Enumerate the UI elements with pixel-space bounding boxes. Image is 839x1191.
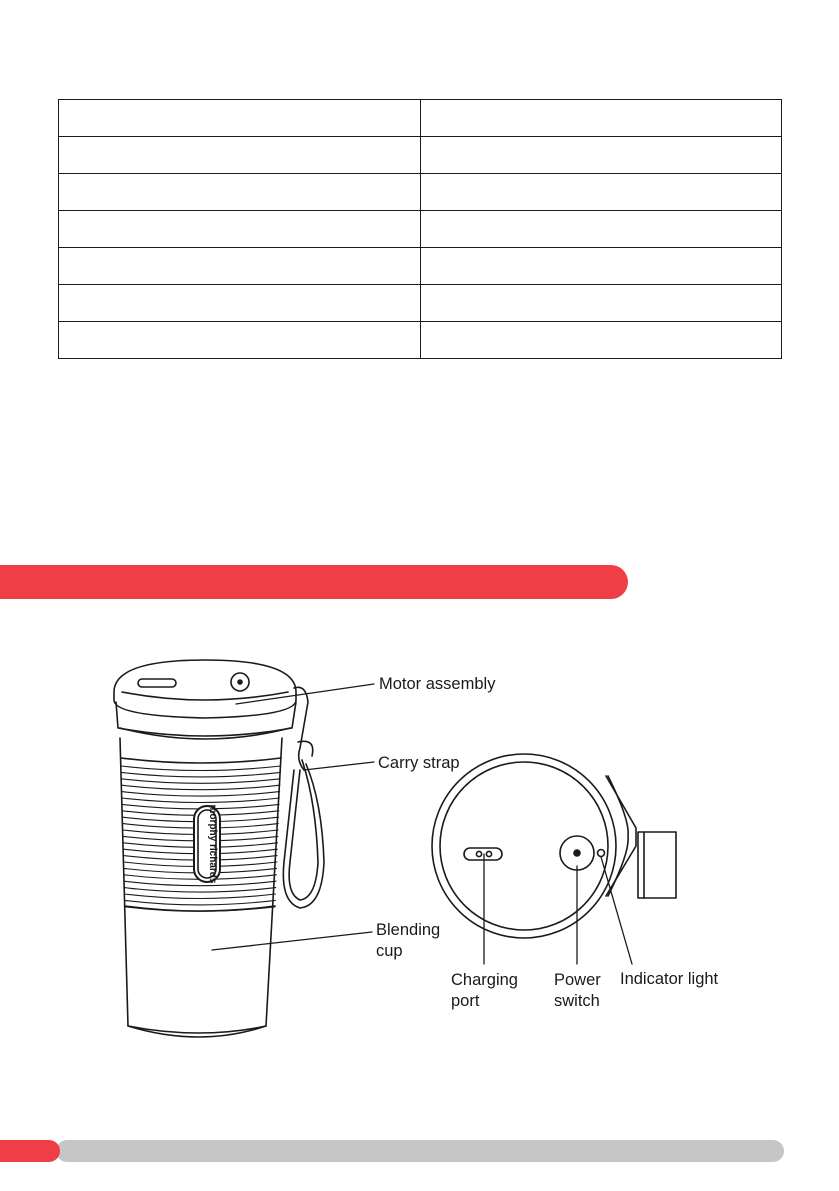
label-power-switch-2: switch bbox=[554, 992, 600, 1010]
table-row bbox=[59, 174, 782, 211]
table-row bbox=[59, 211, 782, 248]
specification-table bbox=[58, 99, 782, 359]
table-cell bbox=[420, 322, 782, 359]
table-cell bbox=[59, 211, 421, 248]
brand-logo-text: morphy richards bbox=[207, 804, 218, 884]
grip-rib bbox=[121, 772, 280, 777]
table-row bbox=[59, 248, 782, 285]
grip-rib bbox=[125, 900, 275, 905]
table-cell bbox=[420, 137, 782, 174]
footer-bar bbox=[56, 1140, 784, 1162]
table-cell bbox=[59, 322, 421, 359]
blender-side-view bbox=[114, 660, 324, 1037]
label-power-switch-1: Power bbox=[554, 971, 601, 989]
grip-rib bbox=[125, 894, 276, 899]
table-row bbox=[59, 100, 782, 137]
label-indicator-light: Indicator light bbox=[620, 970, 719, 988]
grip-rib bbox=[122, 779, 281, 784]
grip-rib bbox=[121, 766, 280, 771]
grip-rib bbox=[124, 881, 276, 886]
label-charging-port-2: port bbox=[451, 992, 480, 1010]
grip-rib bbox=[125, 888, 276, 893]
table-row bbox=[59, 285, 782, 322]
table-cell bbox=[420, 211, 782, 248]
table-cell bbox=[420, 100, 782, 137]
label-blending-cup-1: Blending bbox=[376, 921, 441, 939]
table-cell bbox=[420, 174, 782, 211]
table-cell bbox=[59, 174, 421, 211]
section-header-bar bbox=[0, 565, 628, 599]
specification-table-body bbox=[59, 100, 782, 359]
blender-top-view bbox=[432, 754, 676, 938]
grip-rib bbox=[122, 792, 280, 797]
table-cell bbox=[59, 285, 421, 322]
footer-accent-tab bbox=[0, 1140, 60, 1162]
table-row bbox=[59, 137, 782, 174]
grip-rib bbox=[122, 785, 280, 790]
product-diagram bbox=[0, 630, 839, 1060]
table-cell bbox=[420, 285, 782, 322]
label-motor-assembly: Motor assembly bbox=[379, 675, 496, 693]
grip-rib bbox=[122, 798, 279, 803]
label-carry-strap: Carry strap bbox=[378, 754, 460, 772]
table-cell bbox=[59, 100, 421, 137]
label-charging-port-1: Charging bbox=[451, 971, 518, 989]
label-blending-cup-2: cup bbox=[376, 942, 403, 960]
table-cell bbox=[59, 248, 421, 285]
table-cell bbox=[420, 248, 782, 285]
table-cell bbox=[59, 137, 421, 174]
table-row bbox=[59, 322, 782, 359]
